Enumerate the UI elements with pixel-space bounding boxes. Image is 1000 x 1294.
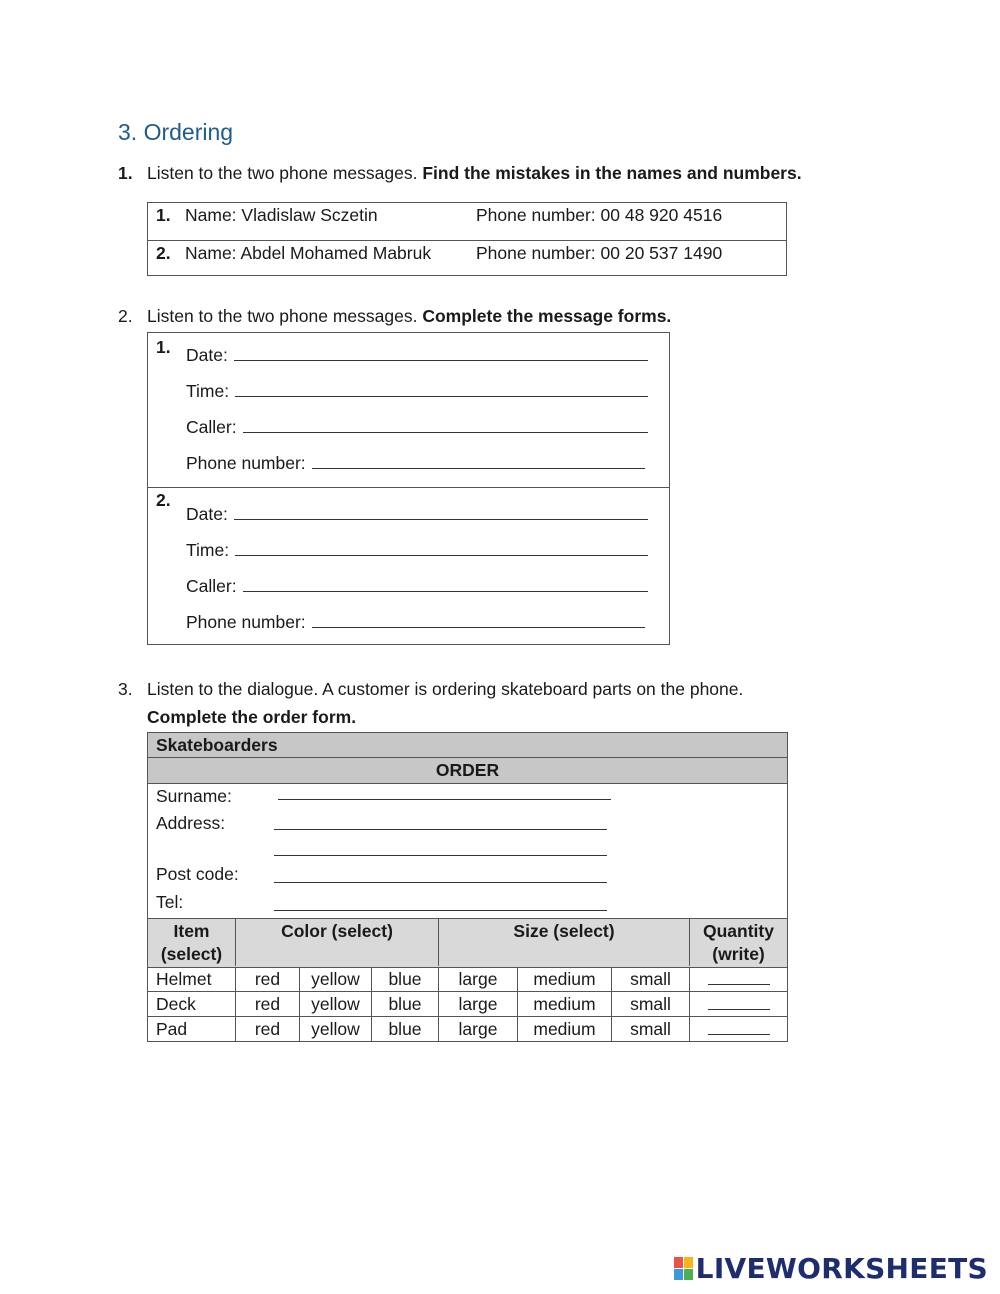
size-header: Size (select) [439, 919, 690, 966]
order-form [147, 732, 788, 1042]
question-2 [118, 306, 671, 327]
time-field [186, 380, 648, 402]
item-cell: Helmet [148, 967, 236, 992]
item-cell: Deck [148, 992, 236, 1017]
item-header: Item (select) [148, 919, 236, 966]
size-option[interactable]: small [612, 1017, 690, 1042]
field-label: Date: [186, 345, 228, 365]
question-text: Listen to the dialogue. A customer is ordering skateboard parts on the phone. [147, 679, 744, 699]
question-text: Listen to the two phone messages. [147, 163, 418, 183]
time-field [186, 539, 648, 561]
quantity-header: Quantity (write) [690, 919, 787, 966]
question-1 [118, 163, 802, 184]
tel-input[interactable] [274, 894, 607, 911]
logo-text: LIVEWORKSHEETS [695, 1252, 988, 1285]
phone-field [186, 611, 645, 633]
question-number: 3. [118, 679, 133, 699]
field-label: Time: [186, 381, 230, 401]
form-number: 2. [156, 490, 171, 510]
field-label: Phone number: [186, 453, 306, 473]
caller-field [186, 575, 648, 597]
color-option[interactable]: blue [372, 967, 439, 992]
date-field [186, 344, 648, 366]
quantity-cell [690, 967, 787, 992]
time-input[interactable] [235, 380, 648, 397]
quantity-input[interactable] [708, 970, 770, 985]
phone-input[interactable] [312, 452, 645, 469]
field-label: Caller: [186, 417, 237, 437]
field-label: Address: [156, 813, 226, 833]
phone-cell[interactable]: Phone number: 00 48 920 4516 [476, 205, 723, 225]
order-header-row [148, 918, 787, 968]
size-option[interactable]: medium [518, 992, 612, 1017]
name-cell[interactable]: Name: Vladislaw Sczetin [185, 205, 378, 225]
caller-input[interactable] [243, 416, 648, 433]
question-number: 1. [118, 163, 133, 183]
question-instruction: Find the mistakes in the names and numbers. [422, 163, 802, 183]
message-form-2 [148, 488, 669, 644]
surname-input[interactable] [278, 783, 611, 800]
question-3-instruction [147, 707, 356, 728]
company-name: Skateboarders [148, 733, 787, 758]
field-label: Caller: [186, 576, 237, 596]
color-option[interactable]: red [236, 992, 300, 1017]
message-form-1 [148, 333, 669, 488]
row-number: 2. [156, 243, 171, 263]
color-option[interactable]: yellow [300, 967, 372, 992]
liveworksheets-logo [674, 1252, 988, 1285]
section-title: 3. Ordering [118, 119, 234, 145]
color-header: Color (select) [236, 919, 439, 966]
name-cell[interactable]: Name: Abdel Mohamed Mabruk [185, 243, 432, 263]
question-number: 2. [118, 306, 133, 326]
size-option[interactable]: large [439, 992, 518, 1017]
names-numbers-table [147, 202, 787, 276]
caller-field [186, 416, 648, 438]
time-input[interactable] [235, 539, 648, 556]
order-title: ORDER [148, 758, 787, 784]
address-field [156, 813, 225, 834]
date-input[interactable] [234, 344, 648, 361]
question-instruction: Complete the order form. [147, 707, 357, 727]
surname-field [156, 786, 232, 807]
question-text: Listen to the two phone messages. [147, 306, 418, 326]
quantity-cell [690, 992, 787, 1017]
field-label: Tel: [156, 892, 184, 912]
row-number: 1. [156, 205, 171, 225]
phone-input[interactable] [312, 611, 645, 628]
item-cell: Pad [148, 1017, 236, 1042]
quantity-input[interactable] [708, 995, 770, 1010]
field-label: Time: [186, 540, 230, 560]
address-input-1[interactable] [274, 813, 607, 830]
quantity-input[interactable] [708, 1020, 770, 1035]
question-3 [118, 679, 743, 700]
date-input[interactable] [234, 503, 648, 520]
size-option[interactable]: medium [518, 967, 612, 992]
color-option[interactable]: red [236, 1017, 300, 1042]
logo-icon [674, 1257, 694, 1281]
postcode-field [156, 864, 239, 885]
color-option[interactable]: yellow [300, 1017, 372, 1042]
field-label: Date: [186, 504, 228, 524]
field-label: Phone number: [186, 612, 306, 632]
color-option[interactable]: blue [372, 992, 439, 1017]
size-option[interactable]: medium [518, 1017, 612, 1042]
message-forms [147, 332, 670, 645]
color-option[interactable]: yellow [300, 992, 372, 1017]
tel-field [156, 892, 183, 913]
color-option[interactable]: blue [372, 1017, 439, 1042]
question-instruction: Complete the message forms. [422, 306, 672, 326]
field-label: Post code: [156, 864, 239, 884]
address-input-2[interactable] [274, 839, 607, 856]
field-label: Surname: [156, 786, 232, 806]
date-field [186, 503, 648, 525]
postcode-input[interactable] [274, 866, 607, 883]
form-number: 1. [156, 337, 171, 357]
size-option[interactable]: small [612, 992, 690, 1017]
quantity-cell [690, 1017, 787, 1042]
caller-input[interactable] [243, 575, 648, 592]
size-option[interactable]: small [612, 967, 690, 992]
size-option[interactable]: large [439, 967, 518, 992]
size-option[interactable]: large [439, 1017, 518, 1042]
table-row [148, 203, 786, 240]
color-option[interactable]: red [236, 967, 300, 992]
phone-field [186, 452, 645, 474]
phone-cell[interactable]: Phone number: 00 20 537 1490 [476, 243, 723, 263]
table-row [148, 240, 786, 278]
